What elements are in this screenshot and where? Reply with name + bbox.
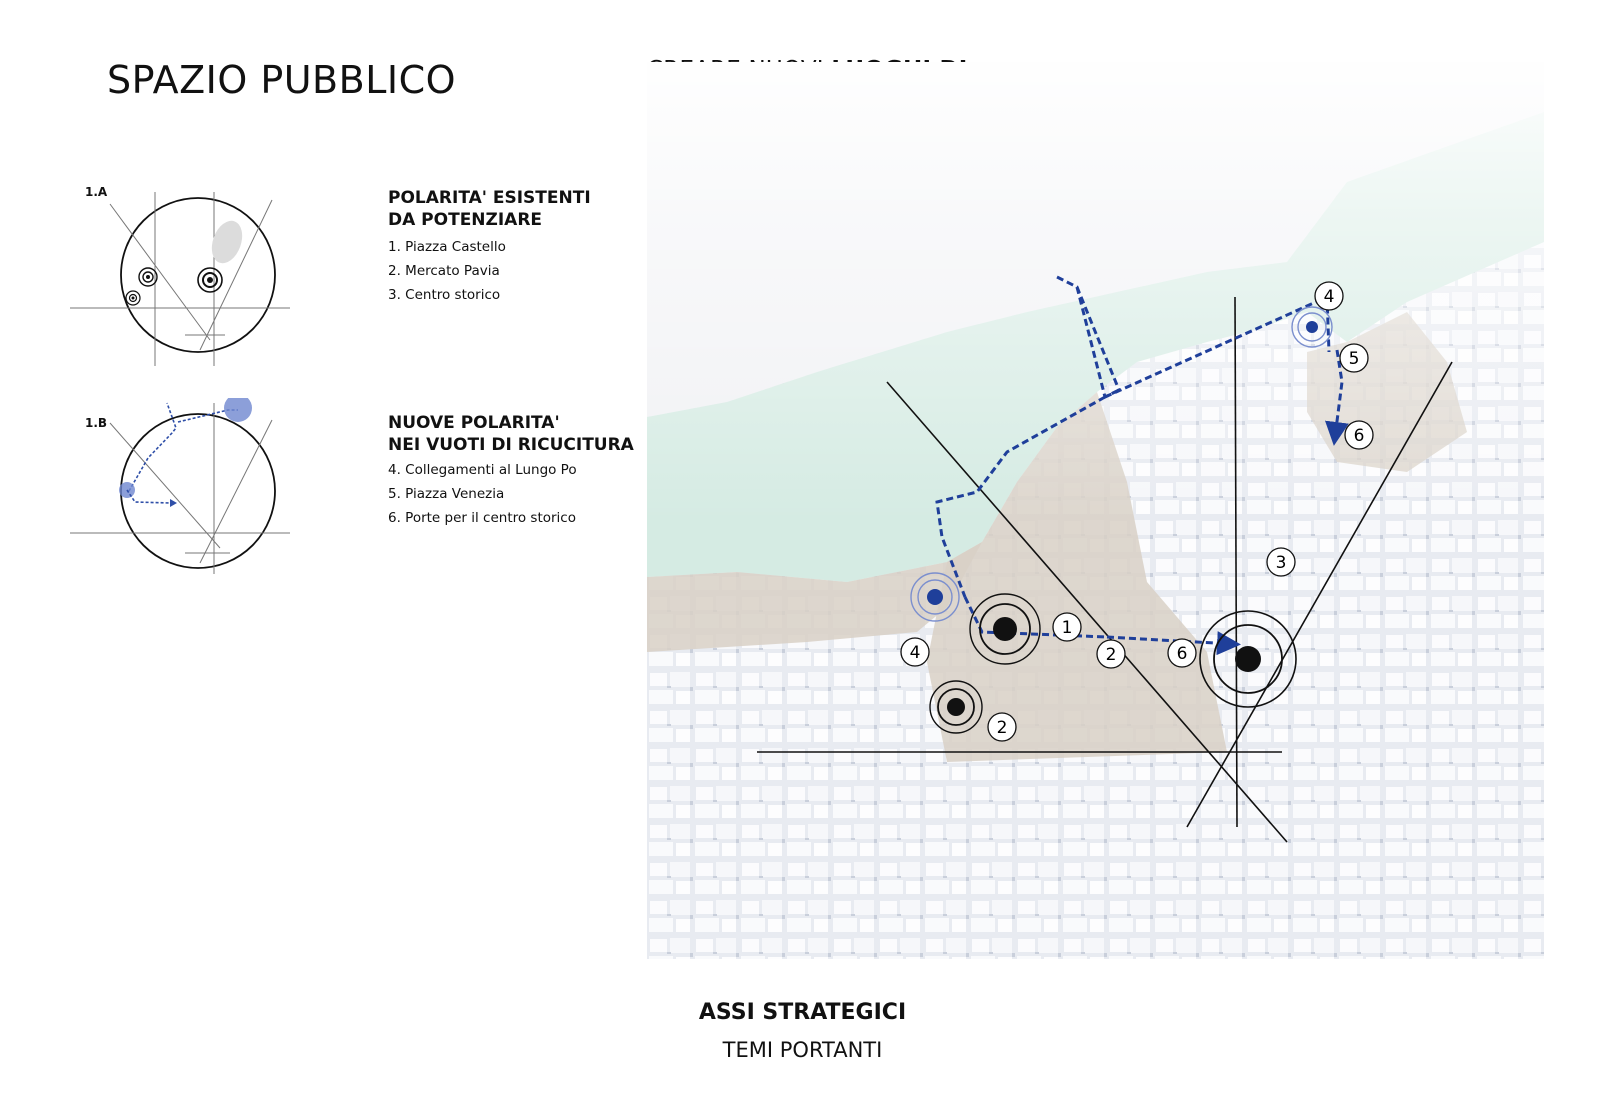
polarity-node xyxy=(993,617,1017,641)
svg-text:2: 2 xyxy=(996,718,1008,738)
map-marker xyxy=(1053,613,1081,641)
city-map xyxy=(647,62,1544,959)
map-marker xyxy=(1315,282,1343,310)
legend-list xyxy=(388,239,591,303)
map-marker xyxy=(1097,640,1125,668)
legend-item: 5. Piazza Venezia xyxy=(388,486,505,502)
svg-text:4: 4 xyxy=(909,643,921,663)
legend-title-line: POLARITA' ESISTENTI xyxy=(388,188,591,208)
legend-item: 4. Collegamenti al Lungo Po xyxy=(388,462,577,478)
legend-list xyxy=(388,462,634,526)
legend-title-line: NEI VUOTI DI RICUCITURA xyxy=(388,435,634,455)
legend-item: 1. Piazza Castello xyxy=(388,239,506,255)
svg-text:1: 1 xyxy=(1061,618,1073,638)
map-marker xyxy=(1345,421,1373,449)
legend-title-line: NUOVE POLARITA' xyxy=(388,413,560,433)
map-marker xyxy=(1340,344,1368,372)
map-marker xyxy=(988,713,1016,741)
diagram-1b xyxy=(60,398,290,578)
legend-item: 2. Mercato Pavia xyxy=(388,263,500,279)
svg-text:2: 2 xyxy=(1105,645,1117,665)
legend-group-1b xyxy=(388,412,634,534)
diagram-label-1b: 1.B xyxy=(85,416,108,430)
map-marker xyxy=(901,638,929,666)
legend-group-1a xyxy=(388,187,591,311)
svg-text:5: 5 xyxy=(1348,349,1360,369)
caption-subtitle: TEMI PORTANTI xyxy=(722,1038,883,1062)
map-marker xyxy=(1267,548,1295,576)
legend-item: 3. Centro storico xyxy=(388,287,501,303)
svg-text:4: 4 xyxy=(1323,287,1335,307)
new-polarity-node xyxy=(1306,321,1318,333)
svg-text:6: 6 xyxy=(1176,644,1188,664)
new-polarity-node xyxy=(927,589,943,605)
diagram-label-1a: 1.A xyxy=(85,185,108,199)
legend-item: 6. Porte per il centro storico xyxy=(388,510,576,526)
page-title: SPAZIO PUBBLICO xyxy=(107,58,457,102)
polarity-node xyxy=(947,698,965,716)
new-polarity-icon xyxy=(224,398,252,422)
legend-title-line: DA POTENZIARE xyxy=(388,210,543,230)
polarity-node xyxy=(1235,646,1261,672)
svg-text:3: 3 xyxy=(1275,553,1287,573)
svg-text:6: 6 xyxy=(1353,426,1365,446)
diagram-1a xyxy=(60,180,290,380)
caption-title: ASSI STRATEGICI xyxy=(698,1000,907,1025)
map-marker xyxy=(1168,639,1196,667)
